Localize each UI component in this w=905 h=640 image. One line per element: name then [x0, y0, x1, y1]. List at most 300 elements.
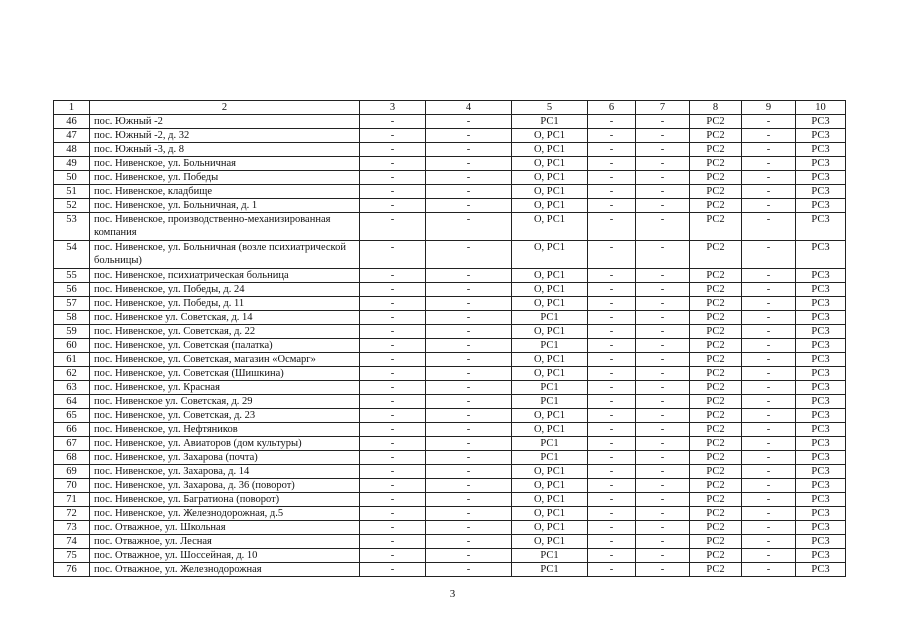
- table-cell: -: [426, 367, 512, 381]
- table-cell: -: [636, 311, 690, 325]
- table-cell: -: [742, 479, 796, 493]
- table-cell: -: [742, 451, 796, 465]
- location-cell: пос. Отважное, ул. Лесная: [90, 535, 360, 549]
- table-cell: О, РС1: [512, 143, 588, 157]
- table-cell: РС2: [690, 423, 742, 437]
- table-cell: -: [588, 115, 636, 129]
- table-cell: -: [426, 507, 512, 521]
- table-cell: -: [636, 269, 690, 283]
- table-row: [54, 157, 846, 171]
- table-row: [54, 325, 846, 339]
- table-cell: РС3: [796, 297, 846, 311]
- table-cell: -: [588, 143, 636, 157]
- table-row: [54, 465, 846, 479]
- row-number-cell: 52: [54, 199, 90, 213]
- location-cell: пос. Отважное, ул. Железнодорожная: [90, 563, 360, 577]
- table-cell: РС3: [796, 493, 846, 507]
- table-cell: -: [742, 395, 796, 409]
- table-cell: -: [742, 171, 796, 185]
- location-cell: пос. Нивенское, ул. Больничная: [90, 157, 360, 171]
- table-cell: -: [360, 395, 426, 409]
- table-cell: -: [742, 437, 796, 451]
- row-number-cell: 50: [54, 171, 90, 185]
- table-cell: -: [426, 493, 512, 507]
- location-cell: пос. Нивенское, ул. Больничная (возле психиатрической больницы): [90, 241, 360, 269]
- table-cell: -: [426, 465, 512, 479]
- location-cell: пос. Нивенское, ул. Нефтяников: [90, 423, 360, 437]
- table-cell: -: [742, 269, 796, 283]
- location-cell: пос. Нивенское, ул. Советская (Шишкина): [90, 367, 360, 381]
- table-cell: РС3: [796, 269, 846, 283]
- table-row: [54, 241, 846, 269]
- table-cell: РС1: [512, 115, 588, 129]
- location-cell: пос. Нивенское, ул. Советская (палатка): [90, 339, 360, 353]
- table-cell: О, РС1: [512, 507, 588, 521]
- table-row: [54, 409, 846, 423]
- row-number-cell: 54: [54, 241, 90, 269]
- table-cell: -: [742, 521, 796, 535]
- table-cell: РС2: [690, 171, 742, 185]
- row-number-cell: 74: [54, 535, 90, 549]
- table-cell: РС1: [512, 451, 588, 465]
- table-cell: -: [588, 171, 636, 185]
- row-number-cell: 58: [54, 311, 90, 325]
- row-number-cell: 69: [54, 465, 90, 479]
- table-cell: -: [742, 283, 796, 297]
- table-cell: -: [636, 325, 690, 339]
- table-cell: -: [588, 269, 636, 283]
- table-cell: -: [426, 451, 512, 465]
- table-cell: -: [588, 325, 636, 339]
- table-cell: -: [426, 395, 512, 409]
- table-cell: -: [588, 395, 636, 409]
- table-cell: РС3: [796, 521, 846, 535]
- table-cell: -: [426, 353, 512, 367]
- table-row: [54, 549, 846, 563]
- table-cell: -: [636, 339, 690, 353]
- location-cell: пос. Нивенское, ул. Советская, д. 23: [90, 409, 360, 423]
- table-cell: РС3: [796, 339, 846, 353]
- table-cell: -: [742, 297, 796, 311]
- table-cell: -: [360, 423, 426, 437]
- table-cell: -: [360, 311, 426, 325]
- table-cell: -: [742, 339, 796, 353]
- table-cell: О, РС1: [512, 129, 588, 143]
- table-cell: -: [426, 549, 512, 563]
- table-cell: -: [426, 437, 512, 451]
- row-number-cell: 65: [54, 409, 90, 423]
- table-cell: -: [588, 241, 636, 269]
- table-cell: О, РС1: [512, 423, 588, 437]
- table-cell: -: [742, 549, 796, 563]
- table-cell: -: [742, 507, 796, 521]
- table-cell: О, РС1: [512, 297, 588, 311]
- table-row: [54, 451, 846, 465]
- table-cell: РС3: [796, 563, 846, 577]
- row-number-cell: 71: [54, 493, 90, 507]
- table-cell: -: [426, 409, 512, 423]
- table-cell: -: [588, 451, 636, 465]
- location-cell: пос. Нивенское, ул. Железнодорожная, д.5: [90, 507, 360, 521]
- table-header-row: [54, 101, 846, 115]
- table-cell: -: [742, 353, 796, 367]
- location-cell: пос. Нивенское, ул. Захарова (почта): [90, 451, 360, 465]
- column-header: 5: [512, 101, 588, 115]
- table-cell: РС2: [690, 367, 742, 381]
- location-cell: пос. Южный -3, д. 8: [90, 143, 360, 157]
- location-cell: пос. Нивенское, ул. Захарова, д. 36 (поворот): [90, 479, 360, 493]
- table-cell: -: [636, 115, 690, 129]
- table-cell: РС1: [512, 381, 588, 395]
- table-cell: РС1: [512, 549, 588, 563]
- table-cell: -: [636, 241, 690, 269]
- table-cell: -: [636, 535, 690, 549]
- table-row: [54, 353, 846, 367]
- table-cell: -: [426, 157, 512, 171]
- table-cell: РС3: [796, 241, 846, 269]
- table-cell: РС2: [690, 115, 742, 129]
- table-cell: О, РС1: [512, 157, 588, 171]
- table-cell: РС3: [796, 451, 846, 465]
- table-cell: РС3: [796, 395, 846, 409]
- table-cell: РС2: [690, 451, 742, 465]
- table-cell: РС2: [690, 129, 742, 143]
- table-cell: РС2: [690, 479, 742, 493]
- table-cell: РС1: [512, 395, 588, 409]
- table-cell: -: [742, 129, 796, 143]
- table-cell: -: [636, 171, 690, 185]
- table-cell: О, РС1: [512, 325, 588, 339]
- table-cell: РС3: [796, 185, 846, 199]
- table-cell: -: [426, 521, 512, 535]
- table-cell: -: [360, 381, 426, 395]
- table-cell: -: [636, 521, 690, 535]
- table-cell: РС3: [796, 283, 846, 297]
- table-cell: РС3: [796, 479, 846, 493]
- table-cell: -: [636, 297, 690, 311]
- table-cell: -: [742, 325, 796, 339]
- table-row: [54, 143, 846, 157]
- table-cell: -: [742, 563, 796, 577]
- table-cell: РС2: [690, 269, 742, 283]
- table-cell: -: [636, 451, 690, 465]
- table-row: [54, 283, 846, 297]
- table-cell: О, РС1: [512, 521, 588, 535]
- table-cell: -: [588, 381, 636, 395]
- table-cell: РС3: [796, 367, 846, 381]
- table-cell: -: [742, 367, 796, 381]
- table-cell: РС3: [796, 115, 846, 129]
- table-cell: -: [426, 115, 512, 129]
- table-cell: РС2: [690, 199, 742, 213]
- table-cell: -: [426, 311, 512, 325]
- table-cell: -: [360, 535, 426, 549]
- table-cell: РС2: [690, 409, 742, 423]
- table-cell: РС2: [690, 143, 742, 157]
- table-cell: -: [360, 269, 426, 283]
- row-number-cell: 64: [54, 395, 90, 409]
- row-number-cell: 73: [54, 521, 90, 535]
- table-cell: -: [636, 157, 690, 171]
- table-cell: -: [636, 283, 690, 297]
- table-cell: РС3: [796, 437, 846, 451]
- table-cell: -: [636, 199, 690, 213]
- table-cell: -: [636, 143, 690, 157]
- row-number-cell: 51: [54, 185, 90, 199]
- row-number-cell: 72: [54, 507, 90, 521]
- table-cell: -: [360, 115, 426, 129]
- table-row: [54, 437, 846, 451]
- location-cell: пос. Нивенское, ул. Советская, д. 22: [90, 325, 360, 339]
- table-row: [54, 199, 846, 213]
- table-cell: -: [742, 143, 796, 157]
- row-number-cell: 76: [54, 563, 90, 577]
- document-table: [53, 100, 846, 577]
- column-header: 8: [690, 101, 742, 115]
- table-cell: -: [426, 325, 512, 339]
- table-cell: -: [588, 367, 636, 381]
- table-cell: РС3: [796, 325, 846, 339]
- row-number-cell: 67: [54, 437, 90, 451]
- location-cell: пос. Нивенское, психиатрическая больница: [90, 269, 360, 283]
- table-cell: -: [742, 157, 796, 171]
- table-row: [54, 563, 846, 577]
- table-cell: -: [426, 563, 512, 577]
- table-cell: -: [636, 185, 690, 199]
- table-cell: -: [636, 493, 690, 507]
- table-cell: РС1: [512, 339, 588, 353]
- table-row: [54, 423, 846, 437]
- column-header: 3: [360, 101, 426, 115]
- table-cell: -: [588, 549, 636, 563]
- table-cell: РС3: [796, 465, 846, 479]
- table-cell: -: [588, 199, 636, 213]
- location-cell: пос. Нивенское, ул. Больничная, д. 1: [90, 199, 360, 213]
- table-cell: -: [636, 213, 690, 241]
- table-cell: -: [588, 157, 636, 171]
- row-number-cell: 60: [54, 339, 90, 353]
- row-number-cell: 68: [54, 451, 90, 465]
- table-cell: О, РС1: [512, 465, 588, 479]
- column-header: 6: [588, 101, 636, 115]
- table-cell: -: [742, 311, 796, 325]
- table-cell: -: [742, 213, 796, 241]
- column-header: 4: [426, 101, 512, 115]
- table-cell: -: [742, 493, 796, 507]
- table-cell: РС2: [690, 157, 742, 171]
- table-cell: РС1: [512, 563, 588, 577]
- table-cell: -: [360, 185, 426, 199]
- table-cell: -: [636, 129, 690, 143]
- table-cell: РС2: [690, 493, 742, 507]
- table-cell: -: [588, 465, 636, 479]
- row-number-cell: 75: [54, 549, 90, 563]
- location-cell: пос. Отважное, ул. Шоссейная, д. 10: [90, 549, 360, 563]
- table-cell: -: [742, 185, 796, 199]
- table-cell: РС2: [690, 353, 742, 367]
- table-cell: -: [588, 213, 636, 241]
- table-cell: -: [742, 409, 796, 423]
- table-cell: О, РС1: [512, 353, 588, 367]
- table-cell: -: [426, 535, 512, 549]
- table-cell: -: [360, 297, 426, 311]
- table-cell: -: [588, 507, 636, 521]
- table-cell: -: [588, 437, 636, 451]
- table-row: [54, 269, 846, 283]
- table-cell: РС2: [690, 213, 742, 241]
- table-cell: -: [360, 563, 426, 577]
- table-cell: -: [636, 381, 690, 395]
- table-cell: -: [426, 241, 512, 269]
- table-cell: РС3: [796, 213, 846, 241]
- table-cell: -: [588, 297, 636, 311]
- row-number-cell: 62: [54, 367, 90, 381]
- table-cell: -: [588, 423, 636, 437]
- location-cell: пос. Нивенское, производственно-механизированная компания: [90, 213, 360, 241]
- table-cell: -: [360, 213, 426, 241]
- row-number-cell: 57: [54, 297, 90, 311]
- column-header: 2: [90, 101, 360, 115]
- table-cell: -: [742, 423, 796, 437]
- table-cell: -: [360, 325, 426, 339]
- location-cell: пос. Нивенское, ул. Авиаторов (дом культуры): [90, 437, 360, 451]
- table-cell: -: [360, 129, 426, 143]
- table-cell: -: [742, 381, 796, 395]
- row-number-cell: 61: [54, 353, 90, 367]
- table-cell: -: [426, 423, 512, 437]
- table-cell: -: [360, 241, 426, 269]
- table-cell: РС3: [796, 381, 846, 395]
- table-cell: О, РС1: [512, 479, 588, 493]
- table-cell: -: [426, 381, 512, 395]
- table-cell: О, РС1: [512, 199, 588, 213]
- table-cell: -: [426, 171, 512, 185]
- table-row: [54, 521, 846, 535]
- location-cell: пос. Нивенское, ул. Победы, д. 24: [90, 283, 360, 297]
- table-cell: РС3: [796, 157, 846, 171]
- table-row: [54, 297, 846, 311]
- row-number-cell: 59: [54, 325, 90, 339]
- table-cell: -: [426, 185, 512, 199]
- table-cell: -: [588, 185, 636, 199]
- table-cell: РС2: [690, 185, 742, 199]
- table-cell: -: [636, 465, 690, 479]
- table-cell: -: [360, 353, 426, 367]
- location-cell: пос. Нивенское, ул. Багратиона (поворот): [90, 493, 360, 507]
- table-cell: -: [588, 535, 636, 549]
- location-cell: пос. Южный -2, д. 32: [90, 129, 360, 143]
- table-cell: РС2: [690, 283, 742, 297]
- table-cell: -: [360, 339, 426, 353]
- table-cell: РС2: [690, 241, 742, 269]
- table-cell: О, РС1: [512, 283, 588, 297]
- table-cell: РС2: [690, 395, 742, 409]
- table-row: [54, 535, 846, 549]
- table-cell: -: [426, 269, 512, 283]
- table-cell: -: [588, 311, 636, 325]
- table-cell: РС2: [690, 325, 742, 339]
- row-number-cell: 49: [54, 157, 90, 171]
- table-cell: -: [588, 479, 636, 493]
- row-number-cell: 48: [54, 143, 90, 157]
- table-row: [54, 311, 846, 325]
- table-cell: -: [636, 395, 690, 409]
- table-cell: -: [588, 283, 636, 297]
- table-cell: РС1: [512, 311, 588, 325]
- location-cell: пос. Нивенское, кладбище: [90, 185, 360, 199]
- table-cell: РС3: [796, 409, 846, 423]
- row-number-cell: 53: [54, 213, 90, 241]
- table-cell: РС1: [512, 437, 588, 451]
- table-cell: РС2: [690, 381, 742, 395]
- location-cell: пос. Нивенское, ул. Захарова, д. 14: [90, 465, 360, 479]
- table-cell: -: [588, 563, 636, 577]
- column-header: 7: [636, 101, 690, 115]
- table-cell: РС2: [690, 549, 742, 563]
- table-cell: О, РС1: [512, 269, 588, 283]
- location-cell: пос. Нивенское, ул. Победы, д. 11: [90, 297, 360, 311]
- table-cell: О, РС1: [512, 535, 588, 549]
- table-cell: -: [636, 353, 690, 367]
- table-cell: -: [588, 339, 636, 353]
- row-number-cell: 47: [54, 129, 90, 143]
- row-number-cell: 70: [54, 479, 90, 493]
- table-cell: РС3: [796, 535, 846, 549]
- table-cell: -: [360, 367, 426, 381]
- table-row: [54, 395, 846, 409]
- table-cell: -: [360, 437, 426, 451]
- table-cell: РС3: [796, 171, 846, 185]
- table-cell: РС2: [690, 507, 742, 521]
- table-cell: -: [636, 437, 690, 451]
- location-cell: пос. Нивенское, ул. Советская, магазин «Осмарг»: [90, 353, 360, 367]
- table-cell: -: [636, 367, 690, 381]
- table-cell: -: [360, 549, 426, 563]
- table-cell: -: [360, 465, 426, 479]
- table-cell: -: [742, 465, 796, 479]
- table-cell: РС2: [690, 437, 742, 451]
- table-row: [54, 339, 846, 353]
- table-cell: -: [636, 563, 690, 577]
- table-cell: -: [360, 479, 426, 493]
- table-row: [54, 381, 846, 395]
- column-header: 10: [796, 101, 846, 115]
- table-cell: -: [360, 521, 426, 535]
- table-cell: -: [426, 479, 512, 493]
- table-cell: РС2: [690, 339, 742, 353]
- table-cell: -: [426, 297, 512, 311]
- row-number-cell: 55: [54, 269, 90, 283]
- table-cell: -: [742, 241, 796, 269]
- table-cell: -: [426, 339, 512, 353]
- table-cell: РС2: [690, 297, 742, 311]
- table-cell: РС2: [690, 465, 742, 479]
- table-cell: -: [360, 493, 426, 507]
- table-cell: -: [360, 157, 426, 171]
- location-cell: пос. Нивенское ул. Советская, д. 29: [90, 395, 360, 409]
- table-cell: О, РС1: [512, 213, 588, 241]
- row-number-cell: 56: [54, 283, 90, 297]
- table-row: [54, 507, 846, 521]
- table-cell: -: [636, 409, 690, 423]
- row-number-cell: 46: [54, 115, 90, 129]
- table-cell: О, РС1: [512, 185, 588, 199]
- table-cell: -: [426, 213, 512, 241]
- table-row: [54, 493, 846, 507]
- table-cell: РС3: [796, 423, 846, 437]
- table-cell: -: [360, 507, 426, 521]
- table-cell: -: [636, 423, 690, 437]
